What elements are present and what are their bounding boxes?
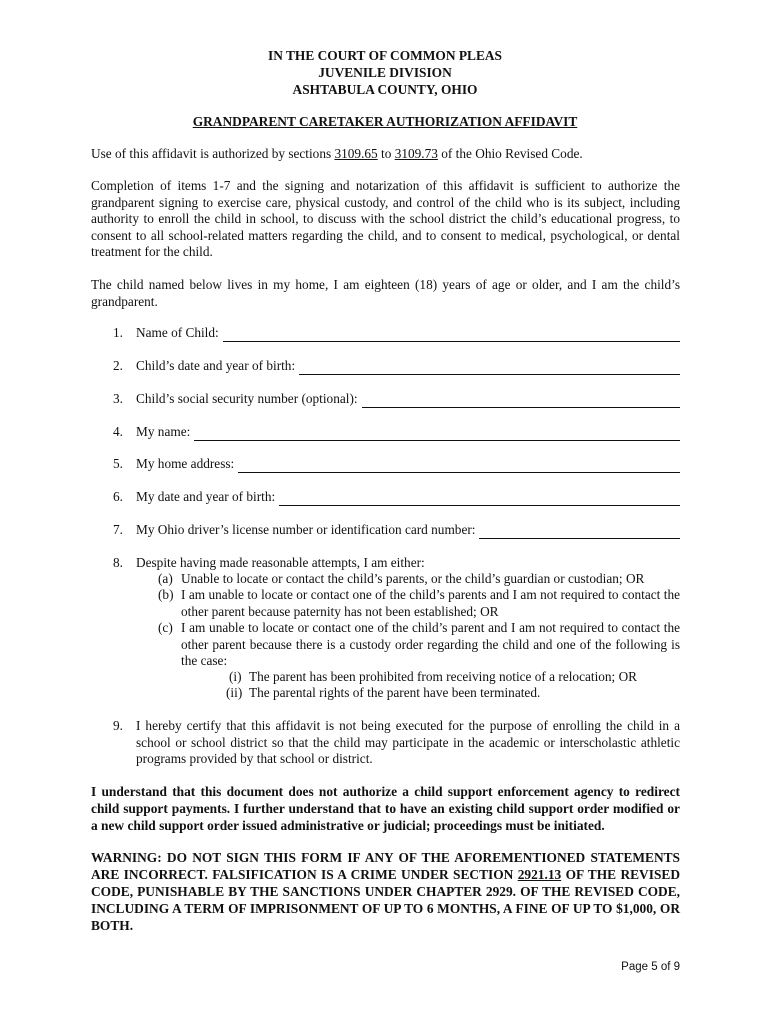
intro-middle: to <box>377 146 395 161</box>
form-item-child-ssn <box>113 391 680 408</box>
statement-paragraph: The child named below lives in my home, I am eighteen (18) years of age or older, and I am the child’s grandparent. <box>91 277 680 309</box>
child-support-notice: I understand that this document does not authorize a child support enforcement agency to redirect child support payments. I further understand that to have an existing child support order modified or a new child support order issued administrative or judicial; proceedings must be initiated. <box>91 784 680 833</box>
item-number: 7. <box>113 522 123 537</box>
item-number: 1. <box>113 325 123 340</box>
section-link-2921-13[interactable]: 2921.13 <box>517 867 562 882</box>
form-item-child-dob <box>113 358 680 375</box>
child-ssn-field[interactable] <box>362 395 680 408</box>
intro-suffix: of the Ohio Revised Code. <box>437 146 583 161</box>
item-number: 6. <box>113 489 123 504</box>
item-label: My date and year of birth: <box>136 489 276 504</box>
item-number: 4. <box>113 424 123 439</box>
item-number: 5. <box>113 456 123 471</box>
county-name: ASHTABULA COUNTY, OHIO <box>292 82 478 97</box>
option-i-label: (i) <box>229 669 242 684</box>
page-number: Page 5 of 9 <box>621 961 680 973</box>
option-a-text: Unable to locate or contact the child’s parents, or the child’s guardian or custodian; OR <box>181 571 645 586</box>
form-item-home-address <box>113 456 680 473</box>
home-address-field[interactable] <box>238 460 680 473</box>
my-name-field[interactable] <box>194 428 680 441</box>
item-number: 3. <box>113 391 123 406</box>
form-item-my-name <box>113 424 680 441</box>
item-label: Child’s date and year of birth: <box>136 358 296 373</box>
document-title: GRANDPARENT CARETAKER AUTHORIZATION AFFIDAVIT <box>192 114 578 129</box>
division-name: JUVENILE DIVISION <box>318 65 452 80</box>
completion-paragraph: Completion of items 1-7 and the signing and notarization of this affidavit is sufficient to authorize the grandparent signing to exercise care, physical custody, and control of the child who is its subject, including authority to enroll the child in school, to discuss with the school district the child’s educational progress, to consent to all school-related matters regarding the child, and to consent to medical, psychological, or dental treatment for the child. <box>91 178 680 259</box>
option-c-text: I am unable to locate or contact one of the child’s parent and I am not required to contact the other parent because there is a custody order regarding the child and one of the following is the case: <box>181 620 680 668</box>
certification-text: I hereby certify that this affidavit is not being executed for the purpose of enrolling the child in a school or school district so that the child may participate in the academic or interscholastic athletic programs provided by that school or district. <box>136 718 680 766</box>
option-b-text: I am unable to locate or contact one of the child’s parents and I am not required to contact the other parent because paternity has not been established; OR <box>181 587 680 619</box>
item-label: Child’s social security number (optional): <box>136 391 358 406</box>
child-name-field[interactable] <box>223 329 680 342</box>
option-i-text: The parent has been prohibited from receiving notice of a relocation; OR <box>249 669 638 684</box>
option-ii-text: The parental rights of the parent have been terminated. <box>249 685 541 700</box>
option-ii-label: (ii) <box>226 685 243 700</box>
item-label: My name: <box>136 424 191 439</box>
authorization-statement <box>91 146 680 163</box>
form-item-my-dob <box>113 489 680 506</box>
section-link-3109-73[interactable]: 3109.73 <box>394 146 438 161</box>
item-label: My Ohio driver’s license number or identification card number: <box>136 522 476 537</box>
falsification-warning <box>91 849 680 934</box>
form-item-child-name <box>113 325 680 342</box>
item-number: 9. <box>113 718 123 733</box>
item-number: 8. <box>113 555 123 570</box>
option-a-label: (a) <box>158 571 173 586</box>
option-c-label: (c) <box>158 620 173 635</box>
warning-suffix: OF THE REVISED CODE, PUNISHABLE BY THE SANCTIONS UNDER CHAPTER 2929. OF THE REVISED CODE, INCLUDING A TERM OF IMPRISONMENT OF UP TO 6 MONTHS, A FINE OF UP TO $1,000, OR BOTH. <box>91 867 680 933</box>
child-dob-field[interactable] <box>299 362 680 375</box>
my-dob-field[interactable] <box>279 493 680 506</box>
court-name: IN THE COURT OF COMMON PLEAS <box>267 48 502 63</box>
option-b-label: (b) <box>158 587 174 602</box>
form-item-license-number <box>113 522 680 539</box>
item-label: Name of Child: <box>136 325 219 340</box>
item-number: 2. <box>113 358 123 373</box>
item-label: My home address: <box>136 456 235 471</box>
intro-prefix: Use of this affidavit is authorized by sections <box>91 146 335 161</box>
attempts-intro: Despite having made reasonable attempts, I am either: <box>136 555 425 570</box>
license-number-field[interactable] <box>479 526 680 539</box>
warning-prefix: WARNING: DO NOT SIGN THIS FORM IF ANY OF THE AFOREMENTIONED STATEMENTS ARE INCORRECT. FALSIFICATION IS A CRIME UNDER SECTION <box>91 850 680 882</box>
section-link-3109-65[interactable]: 3109.65 <box>334 146 378 161</box>
